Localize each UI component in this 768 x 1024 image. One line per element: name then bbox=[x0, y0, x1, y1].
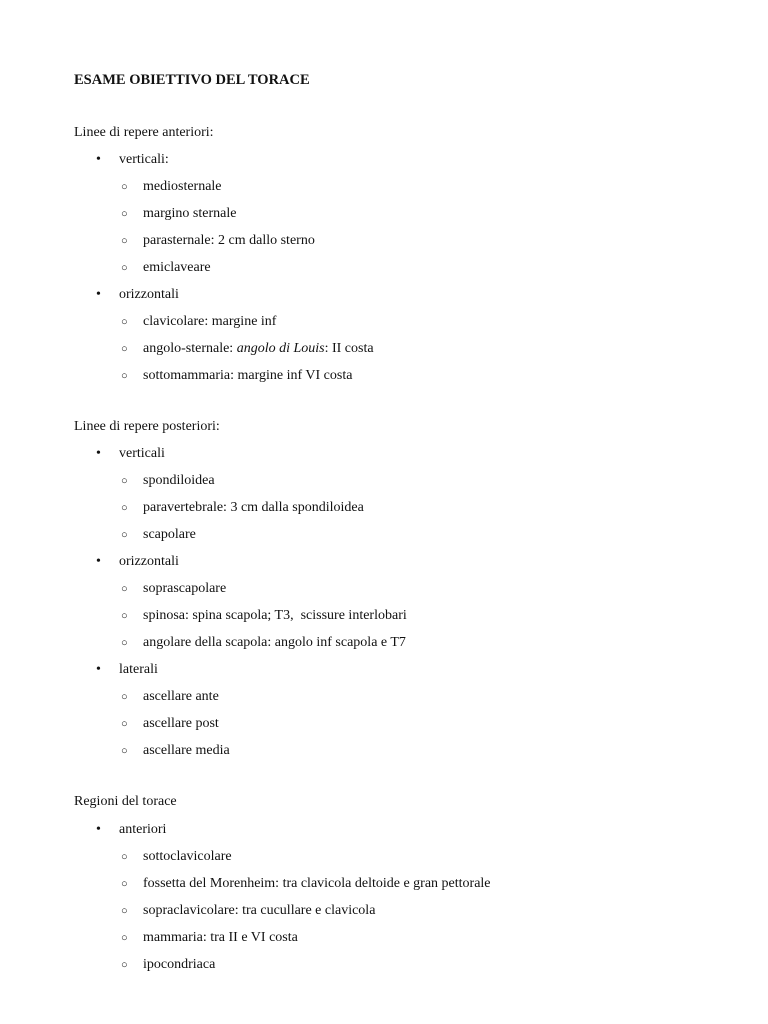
italic-term: angolo di Louis bbox=[236, 341, 325, 356]
circle-bullet-icon: ○ bbox=[121, 851, 128, 863]
sub-list-item-label: angolo-sternale: bbox=[143, 341, 237, 356]
sub-list-item bbox=[121, 635, 406, 651]
sub-list-item-label: scapolare bbox=[143, 527, 196, 542]
sub-list-item-label: ipocondriaca bbox=[143, 957, 216, 972]
circle-bullet-icon: ○ bbox=[121, 343, 128, 355]
sub-list-item-label: ascellare media bbox=[143, 743, 230, 758]
list-item-label: anteriori bbox=[119, 822, 167, 837]
section-heading-anterior-lines: Linee di repere anteriori: bbox=[74, 125, 214, 140]
circle-bullet-icon: ○ bbox=[121, 316, 128, 328]
sub-list-item-tail: : II costa bbox=[324, 341, 374, 356]
list-item-label: laterali bbox=[119, 662, 158, 677]
list-item-label: orizzontali bbox=[119, 554, 179, 569]
list-item-label: orizzontali bbox=[119, 287, 179, 302]
sub-list-item bbox=[121, 876, 491, 892]
sub-list-item bbox=[121, 957, 215, 973]
circle-bullet-icon: ○ bbox=[121, 529, 128, 541]
sub-list-item bbox=[121, 341, 374, 357]
circle-bullet-icon: ○ bbox=[121, 208, 128, 220]
sub-list-item bbox=[121, 716, 219, 732]
bullet-icon: • bbox=[96, 287, 101, 302]
sub-list-item-label: sottomammaria: margine inf VI costa bbox=[143, 368, 353, 383]
sub-list-item bbox=[121, 314, 276, 330]
circle-bullet-icon: ○ bbox=[121, 637, 128, 649]
circle-bullet-icon: ○ bbox=[121, 181, 128, 193]
section-heading-thorax-regions: Regioni del torace bbox=[74, 794, 177, 809]
circle-bullet-icon: ○ bbox=[121, 905, 128, 917]
sub-list-item-label: sopraclavicolare: tra cucullare e clavicola bbox=[143, 903, 376, 918]
circle-bullet-icon: ○ bbox=[121, 475, 128, 487]
sub-list-item-label: clavicolare: margine inf bbox=[143, 314, 277, 329]
sub-list-item bbox=[121, 527, 196, 543]
circle-bullet-icon: ○ bbox=[121, 932, 128, 944]
circle-bullet-icon: ○ bbox=[121, 583, 128, 595]
list-item-orizzontali bbox=[96, 287, 179, 303]
sub-list-item-label: paravertebrale: 3 cm dalla spondiloidea bbox=[143, 500, 364, 515]
sub-list-item bbox=[121, 903, 375, 919]
list-item-label: verticali: bbox=[119, 152, 169, 167]
bullet-icon: • bbox=[96, 152, 101, 167]
sub-list-item-label: emiclaveare bbox=[143, 260, 211, 275]
sub-list-item-label: mediosternale bbox=[143, 179, 222, 194]
circle-bullet-icon: ○ bbox=[121, 370, 128, 382]
sub-list-item-label: sottoclavicolare bbox=[143, 849, 232, 864]
sub-list-item bbox=[121, 608, 407, 624]
sub-list-item bbox=[121, 179, 222, 195]
circle-bullet-icon: ○ bbox=[121, 959, 128, 971]
sub-list-item-label: fossetta del Morenheim: tra clavicola deltoide e gran pettorale bbox=[143, 876, 491, 891]
list-item-verticali bbox=[96, 152, 169, 168]
sub-list-item-label: margino sternale bbox=[143, 206, 237, 221]
sub-list-item-label: angolare della scapola: angolo inf scapola e T7 bbox=[143, 635, 406, 650]
circle-bullet-icon: ○ bbox=[121, 262, 128, 274]
circle-bullet-icon: ○ bbox=[121, 235, 128, 247]
circle-bullet-icon: ○ bbox=[121, 718, 128, 730]
circle-bullet-icon: ○ bbox=[121, 691, 128, 703]
sub-list-item bbox=[121, 689, 219, 705]
bullet-icon: • bbox=[96, 822, 101, 837]
circle-bullet-icon: ○ bbox=[121, 502, 128, 514]
list-item-laterali bbox=[96, 662, 158, 678]
list-item-label: verticali bbox=[119, 446, 165, 461]
list-item-anteriori bbox=[96, 822, 166, 838]
sub-list-item bbox=[121, 743, 230, 759]
sub-list-item bbox=[121, 849, 232, 865]
sub-list-item-label: ascellare ante bbox=[143, 689, 219, 704]
sub-list-item-label: parasternale: 2 cm dallo sterno bbox=[143, 233, 315, 248]
section-heading-posterior-lines: Linee di repere posteriori: bbox=[74, 419, 220, 434]
sub-list-item bbox=[121, 206, 236, 222]
circle-bullet-icon: ○ bbox=[121, 610, 128, 622]
circle-bullet-icon: ○ bbox=[121, 745, 128, 757]
sub-list-item-label: spinosa: spina scapola; T3, scissure interlobari bbox=[143, 608, 407, 623]
bullet-icon: • bbox=[96, 662, 101, 677]
list-item-verticali bbox=[96, 446, 165, 462]
bullet-icon: • bbox=[96, 446, 101, 461]
circle-bullet-icon: ○ bbox=[121, 878, 128, 890]
sub-list-item-label: spondiloidea bbox=[143, 473, 215, 488]
sub-list-item bbox=[121, 581, 226, 597]
sub-list-item bbox=[121, 233, 315, 249]
sub-list-item bbox=[121, 368, 352, 384]
sub-list-item bbox=[121, 473, 215, 489]
sub-list-item-label: mammaria: tra II e VI costa bbox=[143, 930, 298, 945]
sub-list-item bbox=[121, 500, 364, 516]
sub-list-item-label: soprascapolare bbox=[143, 581, 227, 596]
sub-list-item-label: ascellare post bbox=[143, 716, 219, 731]
list-item-orizzontali bbox=[96, 554, 179, 570]
bullet-icon: • bbox=[96, 554, 101, 569]
document-title: ESAME OBIETTIVO DEL TORACE bbox=[74, 72, 310, 88]
sub-list-item bbox=[121, 930, 298, 946]
sub-list-item bbox=[121, 260, 211, 276]
